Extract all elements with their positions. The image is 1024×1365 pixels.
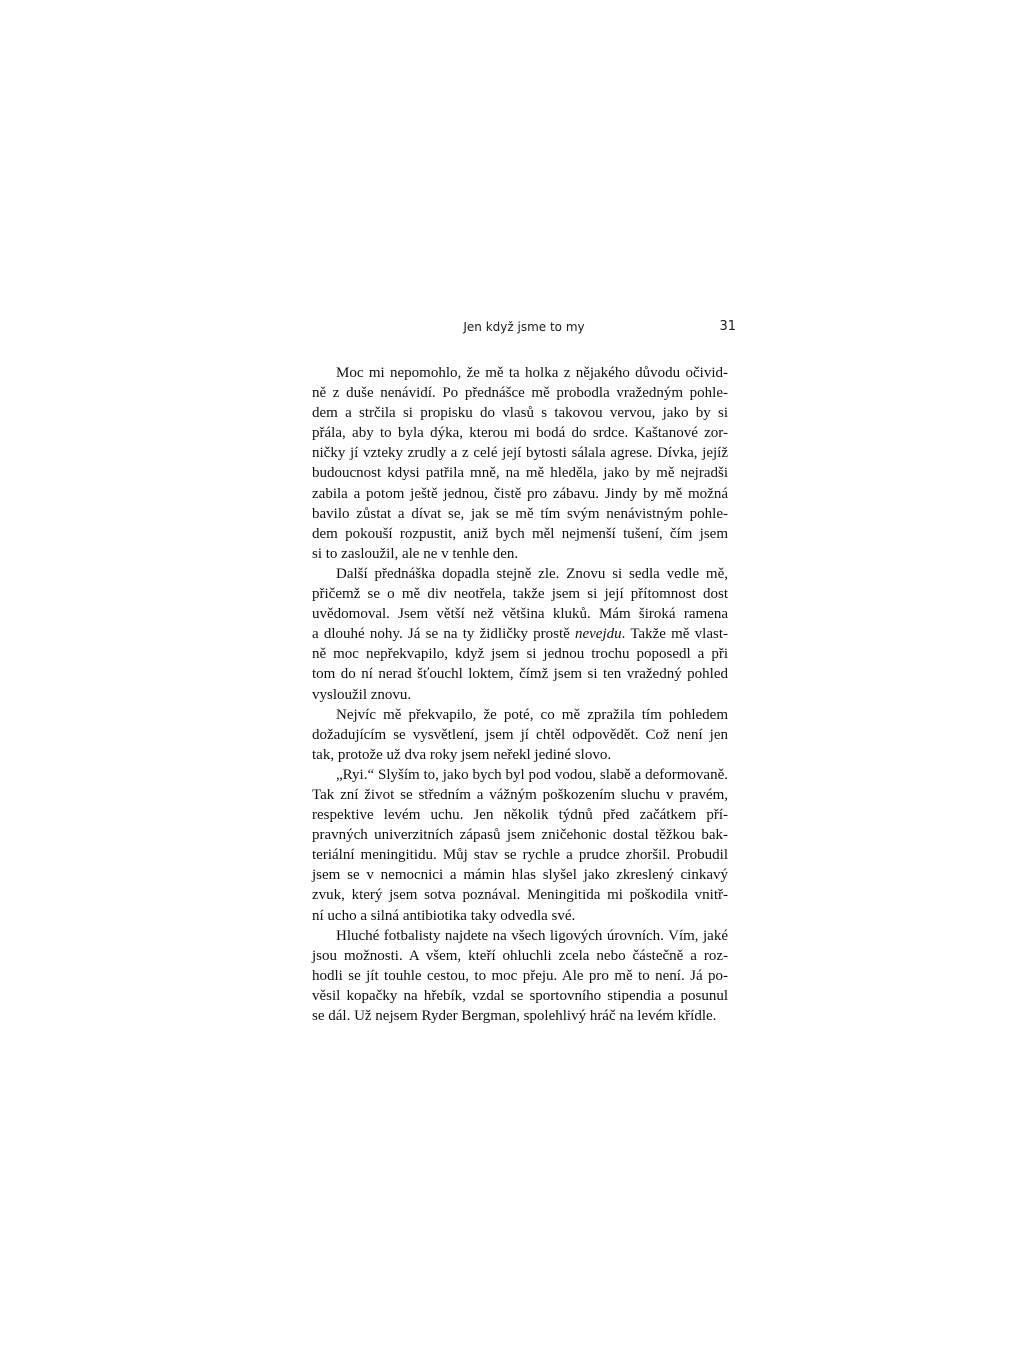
text-line: ně z duše nenávidí. Po přednášce mě probodla vražedným pohle-	[312, 385, 728, 402]
text-line: pravných univerzitních zápasů jsem zničehonic dostal těžkou bak-	[312, 827, 728, 844]
text-line: přála, aby to byla dýka, kterou mi bodá do srdce. Kaštanové zor-	[312, 425, 728, 442]
text-line: tak, protože už dva roky jsem neřekl jediné slovo.	[312, 746, 612, 763]
text-line: ní ucho a silná antibiotika taky odvedla své.	[312, 907, 576, 924]
text-line: uvědomoval. Jsem větší než většina kluků. Mám široká ramena	[312, 606, 728, 623]
text-line: respektive levém uchu. Jen několik týdnů před začátkem pří-	[312, 807, 728, 824]
text-line: Hluché fotbalisty najdete na všech ligových úrovních. Vím, jaké	[336, 927, 728, 944]
text-line: si to zasloužil, ale ne v tenhle den.	[312, 545, 519, 562]
text-line: přičemž se o mě div neotřela, takže jsem si její přítomnost dost	[312, 586, 728, 603]
text-line: Tak zní život se středním a vážným poškozením sluchu v pravém,	[312, 786, 728, 803]
body-text	[312, 363, 728, 1026]
text-line: věsil kopačky na hřebík, vzdal se sportovního stipendia a posunul	[312, 987, 728, 1004]
text-line: budoucnost kdysi patřila mně, na mě hleděla, jako by mě nejradši	[312, 465, 728, 482]
text-line: jsem se v nemocnici a mámin hlas slyšel jako zkreslený cinkavý	[312, 867, 728, 884]
text-line-with-emphasis	[312, 624, 728, 644]
paragraph-1	[312, 363, 728, 564]
page-number: 31	[719, 319, 736, 334]
text-line: vysloužil znovu.	[312, 686, 412, 703]
text-line: hodli se jít touhle cestou, to moc přeju. Ale pro mě to není. Já po-	[312, 967, 728, 984]
text-line: tom do ní nerad šťouchl loktem, čímž jsem si ten vražedný pohled	[312, 666, 728, 683]
paragraph-5	[312, 926, 728, 1026]
text-line: Moc mi nepomohlo, že mě ta holka z nějakého důvodu očivid-	[336, 365, 728, 381]
paragraph-3	[312, 705, 728, 765]
text-line: zabila a potom ještě jednou, čistě pro zábavu. Jindy by mě možná	[312, 485, 728, 502]
paragraph-4	[312, 765, 728, 926]
line-start: a dlouhé nohy. Já se na ty židličky prostě	[312, 626, 575, 643]
paragraph-2	[312, 564, 728, 705]
text-line: bavilo zůstat a dívat se, jak se mě tím svým nenávistným pohle-	[312, 505, 728, 522]
text-line: Další přednáška dopadla stejně zle. Znovu si sedla vedle mě,	[336, 565, 728, 582]
text-line: se dál. Už nejsem Ryder Bergman, spolehlivý hráč na levém křídle.	[312, 1008, 717, 1024]
text-line: dožadujícím se vysvětlení, jsem jí chtěl odpovědět. Což není jen	[312, 726, 728, 743]
text-line: ničky jí vzteky zrudly a z celé její bytosti sálala agrese. Dívka, jejíž	[312, 445, 728, 462]
text-line: Nejvíc mě překvapilo, že poté, co mě zpražila tím pohledem	[336, 706, 728, 723]
text-line: „Ryi.“ Slyším to, jako bych byl pod vodou, slabě a deformovaně.	[336, 766, 728, 783]
running-head	[312, 319, 736, 337]
text-line: teriální meningitidu. Můj stav se rychle a prudce zhoršil. Probudil	[312, 847, 728, 864]
text-line: dem a strčila si propisku do vlasů s takovou vervou, jako by si	[312, 405, 728, 422]
line-end: . Takže mě vlast-	[621, 626, 728, 643]
text-line: jsou možnosti. A všem, kteří ohluchli zcela nebo částečně a roz-	[312, 947, 728, 964]
text-line: ně moc nepřekvapilo, když jsem si jednou trochu poposedl a při	[312, 646, 728, 663]
text-line: zvuk, který jsem sotva poznával. Meningitida mi poškodila vnitř-	[312, 887, 728, 904]
text-line: dem pokouší rozpustit, aniž bych měl nejmenší tušení, čím jsem	[312, 525, 728, 542]
emphasized-word: nevejdu	[574, 626, 622, 643]
running-title: Jen když jsme to my	[463, 320, 585, 334]
